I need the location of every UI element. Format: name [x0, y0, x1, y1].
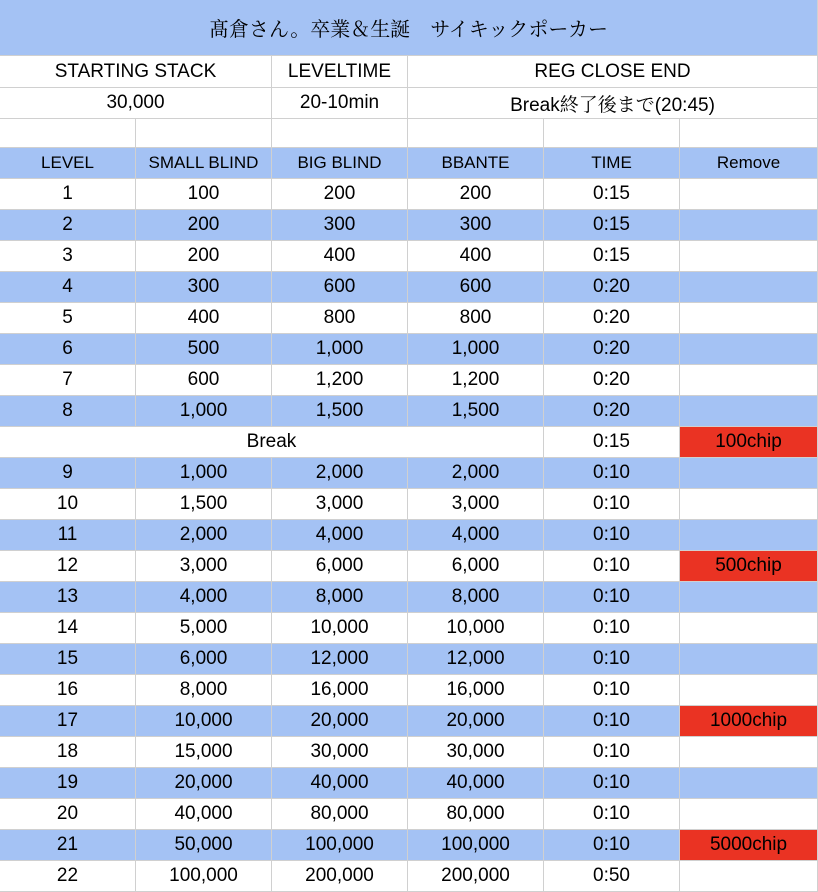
level-cell[interactable]: 16: [0, 675, 136, 706]
time-cell[interactable]: 0:10: [544, 613, 680, 644]
table-row: [0, 489, 818, 520]
time-cell[interactable]: 0:20: [544, 365, 680, 396]
small-blind-cell[interactable]: 6,000: [136, 644, 272, 675]
bbante-cell[interactable]: 4,000: [408, 520, 544, 551]
big-blind-cell[interactable]: 1,500: [272, 396, 408, 427]
bbante-cell[interactable]: 200: [408, 179, 544, 210]
leveltime-value[interactable]: 20-10min: [272, 88, 408, 119]
small-blind-cell[interactable]: 20,000: [136, 768, 272, 799]
level-cell[interactable]: 11: [0, 520, 136, 551]
bbante-cell[interactable]: 1,200: [408, 365, 544, 396]
time-cell[interactable]: 0:10: [544, 644, 680, 675]
time-cell[interactable]: 0:10: [544, 768, 680, 799]
empty-cell[interactable]: [272, 119, 408, 148]
bbante-cell[interactable]: 80,000: [408, 799, 544, 830]
time-cell[interactable]: 0:10: [544, 582, 680, 613]
remove-cell[interactable]: [680, 613, 818, 644]
big-blind-cell[interactable]: 12,000: [272, 644, 408, 675]
empty-cell[interactable]: [680, 119, 818, 148]
bbante-cell[interactable]: 3,000: [408, 489, 544, 520]
small-blind-cell[interactable]: 40,000: [136, 799, 272, 830]
bbante-cell[interactable]: 8,000: [408, 582, 544, 613]
reg-close-value[interactable]: Break終了後まで(20:45): [408, 88, 818, 119]
time-cell[interactable]: 0:15: [544, 241, 680, 272]
bbante-cell[interactable]: 6,000: [408, 551, 544, 582]
bbante-cell[interactable]: 2,000: [408, 458, 544, 489]
small-blind-cell[interactable]: 1,500: [136, 489, 272, 520]
time-cell[interactable]: 0:15: [544, 179, 680, 210]
remove-cell[interactable]: [680, 303, 818, 334]
remove-cell[interactable]: [680, 365, 818, 396]
remove-cell[interactable]: 1000chip: [680, 706, 818, 737]
small-blind-cell[interactable]: 400: [136, 303, 272, 334]
table-row: [0, 458, 818, 489]
header-big-blind[interactable]: BIG BLIND: [272, 148, 408, 179]
table-row: [0, 644, 818, 675]
bbante-cell[interactable]: 1,500: [408, 396, 544, 427]
small-blind-cell[interactable]: 15,000: [136, 737, 272, 768]
empty-cell[interactable]: [0, 119, 136, 148]
blind-table-body: [0, 179, 818, 892]
time-cell[interactable]: 0:20: [544, 303, 680, 334]
big-blind-cell[interactable]: 600: [272, 272, 408, 303]
remove-cell[interactable]: [680, 458, 818, 489]
level-cell[interactable]: 6: [0, 334, 136, 365]
empty-cell[interactable]: [136, 119, 272, 148]
bbante-cell[interactable]: 40,000: [408, 768, 544, 799]
bbante-cell[interactable]: 800: [408, 303, 544, 334]
remove-cell[interactable]: [680, 737, 818, 768]
table-row: [0, 334, 818, 365]
time-cell[interactable]: 0:10: [544, 737, 680, 768]
remove-cell[interactable]: [680, 210, 818, 241]
starting-stack-value[interactable]: 30,000: [0, 88, 272, 119]
small-blind-cell[interactable]: 1,000: [136, 396, 272, 427]
big-blind-cell[interactable]: 6,000: [272, 551, 408, 582]
break-label[interactable]: Break: [0, 427, 544, 458]
small-blind-cell[interactable]: 2,000: [136, 520, 272, 551]
level-cell[interactable]: 8: [0, 396, 136, 427]
table-row: [0, 613, 818, 644]
small-blind-cell[interactable]: 1,000: [136, 458, 272, 489]
big-blind-cell[interactable]: 300: [272, 210, 408, 241]
level-cell[interactable]: 19: [0, 768, 136, 799]
remove-cell[interactable]: 100chip: [680, 427, 818, 458]
bbante-cell[interactable]: 100,000: [408, 830, 544, 861]
time-cell[interactable]: 0:10: [544, 489, 680, 520]
level-cell[interactable]: 5: [0, 303, 136, 334]
big-blind-cell[interactable]: 2,000: [272, 458, 408, 489]
small-blind-cell[interactable]: 8,000: [136, 675, 272, 706]
header-time[interactable]: TIME: [544, 148, 680, 179]
bbante-cell[interactable]: 20,000: [408, 706, 544, 737]
small-blind-cell[interactable]: 600: [136, 365, 272, 396]
time-cell[interactable]: 0:15: [544, 427, 680, 458]
table-row: [0, 706, 818, 737]
small-blind-cell[interactable]: 4,000: [136, 582, 272, 613]
header-level[interactable]: LEVEL: [0, 148, 136, 179]
big-blind-cell[interactable]: 200: [272, 179, 408, 210]
bbante-cell[interactable]: 300: [408, 210, 544, 241]
table-row: [0, 272, 818, 303]
level-cell[interactable]: 17: [0, 706, 136, 737]
big-blind-cell[interactable]: 20,000: [272, 706, 408, 737]
remove-cell[interactable]: [680, 675, 818, 706]
table-row: [0, 861, 818, 892]
time-cell[interactable]: 0:20: [544, 272, 680, 303]
bbante-cell[interactable]: 600: [408, 272, 544, 303]
time-cell[interactable]: 0:20: [544, 334, 680, 365]
level-cell[interactable]: 4: [0, 272, 136, 303]
header-small-blind[interactable]: SMALL BLIND: [136, 148, 272, 179]
break-row: [0, 427, 818, 458]
sheet-title[interactable]: 髙倉さん。卒業＆生誕 サイキックポーカー: [0, 0, 818, 56]
remove-cell[interactable]: [680, 241, 818, 272]
small-blind-cell[interactable]: 100: [136, 179, 272, 210]
bbante-cell[interactable]: 200,000: [408, 861, 544, 892]
empty-cell[interactable]: [544, 119, 680, 148]
time-cell[interactable]: 0:10: [544, 706, 680, 737]
empty-cell[interactable]: [408, 119, 544, 148]
level-cell[interactable]: 1: [0, 179, 136, 210]
table-row: [0, 396, 818, 427]
table-row: [0, 210, 818, 241]
time-cell[interactable]: 0:10: [544, 458, 680, 489]
big-blind-cell[interactable]: 200,000: [272, 861, 408, 892]
bbante-cell[interactable]: 16,000: [408, 675, 544, 706]
big-blind-cell[interactable]: 8,000: [272, 582, 408, 613]
small-blind-cell[interactable]: 500: [136, 334, 272, 365]
big-blind-cell[interactable]: 10,000: [272, 613, 408, 644]
small-blind-cell[interactable]: 3,000: [136, 551, 272, 582]
table-row: [0, 179, 818, 210]
time-cell[interactable]: 0:15: [544, 210, 680, 241]
small-blind-cell[interactable]: 200: [136, 210, 272, 241]
bbante-cell[interactable]: 400: [408, 241, 544, 272]
level-cell[interactable]: 22: [0, 861, 136, 892]
remove-cell[interactable]: [680, 644, 818, 675]
bbante-cell[interactable]: 10,000: [408, 613, 544, 644]
level-cell[interactable]: 20: [0, 799, 136, 830]
level-cell[interactable]: 2: [0, 210, 136, 241]
header-bbante[interactable]: BBANTE: [408, 148, 544, 179]
remove-cell[interactable]: 5000chip: [680, 830, 818, 861]
big-blind-cell[interactable]: 16,000: [272, 675, 408, 706]
level-cell[interactable]: 18: [0, 737, 136, 768]
small-blind-cell[interactable]: 50,000: [136, 830, 272, 861]
small-blind-cell[interactable]: 10,000: [136, 706, 272, 737]
time-cell[interactable]: 0:50: [544, 861, 680, 892]
big-blind-cell[interactable]: 100,000: [272, 830, 408, 861]
small-blind-cell[interactable]: 300: [136, 272, 272, 303]
time-cell[interactable]: 0:10: [544, 520, 680, 551]
time-cell[interactable]: 0:10: [544, 799, 680, 830]
starting-stack-label[interactable]: STARTING STACK: [0, 56, 272, 88]
remove-cell[interactable]: [680, 520, 818, 551]
bbante-cell[interactable]: 30,000: [408, 737, 544, 768]
reg-close-label[interactable]: REG CLOSE END: [408, 56, 818, 88]
table-row: [0, 582, 818, 613]
header-remove[interactable]: Remove: [680, 148, 818, 179]
remove-cell[interactable]: [680, 799, 818, 830]
small-blind-cell[interactable]: 5,000: [136, 613, 272, 644]
table-row: [0, 830, 818, 861]
table-row: [0, 365, 818, 396]
level-cell[interactable]: 9: [0, 458, 136, 489]
bbante-cell[interactable]: 12,000: [408, 644, 544, 675]
time-cell[interactable]: 0:10: [544, 830, 680, 861]
big-blind-cell[interactable]: 3,000: [272, 489, 408, 520]
level-cell[interactable]: 10: [0, 489, 136, 520]
big-blind-cell[interactable]: 400: [272, 241, 408, 272]
remove-cell[interactable]: [680, 489, 818, 520]
level-cell[interactable]: 13: [0, 582, 136, 613]
leveltime-label[interactable]: LEVELTIME: [272, 56, 408, 88]
table-row: [0, 520, 818, 551]
remove-cell[interactable]: [680, 861, 818, 892]
big-blind-cell[interactable]: 4,000: [272, 520, 408, 551]
remove-cell[interactable]: [680, 582, 818, 613]
table-row: [0, 303, 818, 334]
big-blind-cell[interactable]: 800: [272, 303, 408, 334]
level-cell[interactable]: 14: [0, 613, 136, 644]
remove-cell[interactable]: [680, 768, 818, 799]
table-row: [0, 675, 818, 706]
bbante-cell[interactable]: 1,000: [408, 334, 544, 365]
remove-cell[interactable]: 500chip: [680, 551, 818, 582]
remove-cell[interactable]: [680, 179, 818, 210]
small-blind-cell[interactable]: 100,000: [136, 861, 272, 892]
table-row: [0, 241, 818, 272]
remove-cell[interactable]: [680, 272, 818, 303]
big-blind-cell[interactable]: 30,000: [272, 737, 408, 768]
level-cell[interactable]: 3: [0, 241, 136, 272]
remove-cell[interactable]: [680, 396, 818, 427]
level-cell[interactable]: 21: [0, 830, 136, 861]
table-row: [0, 799, 818, 830]
table-row: [0, 551, 818, 582]
big-blind-cell[interactable]: 1,000: [272, 334, 408, 365]
remove-cell[interactable]: [680, 334, 818, 365]
small-blind-cell[interactable]: 200: [136, 241, 272, 272]
time-cell[interactable]: 0:10: [544, 551, 680, 582]
table-row: [0, 737, 818, 768]
big-blind-cell[interactable]: 80,000: [272, 799, 408, 830]
time-cell[interactable]: 0:20: [544, 396, 680, 427]
big-blind-cell[interactable]: 40,000: [272, 768, 408, 799]
table-header-row: [0, 148, 818, 179]
level-cell[interactable]: 12: [0, 551, 136, 582]
table-row: [0, 768, 818, 799]
level-cell[interactable]: 15: [0, 644, 136, 675]
level-cell[interactable]: 7: [0, 365, 136, 396]
big-blind-cell[interactable]: 1,200: [272, 365, 408, 396]
time-cell[interactable]: 0:10: [544, 675, 680, 706]
